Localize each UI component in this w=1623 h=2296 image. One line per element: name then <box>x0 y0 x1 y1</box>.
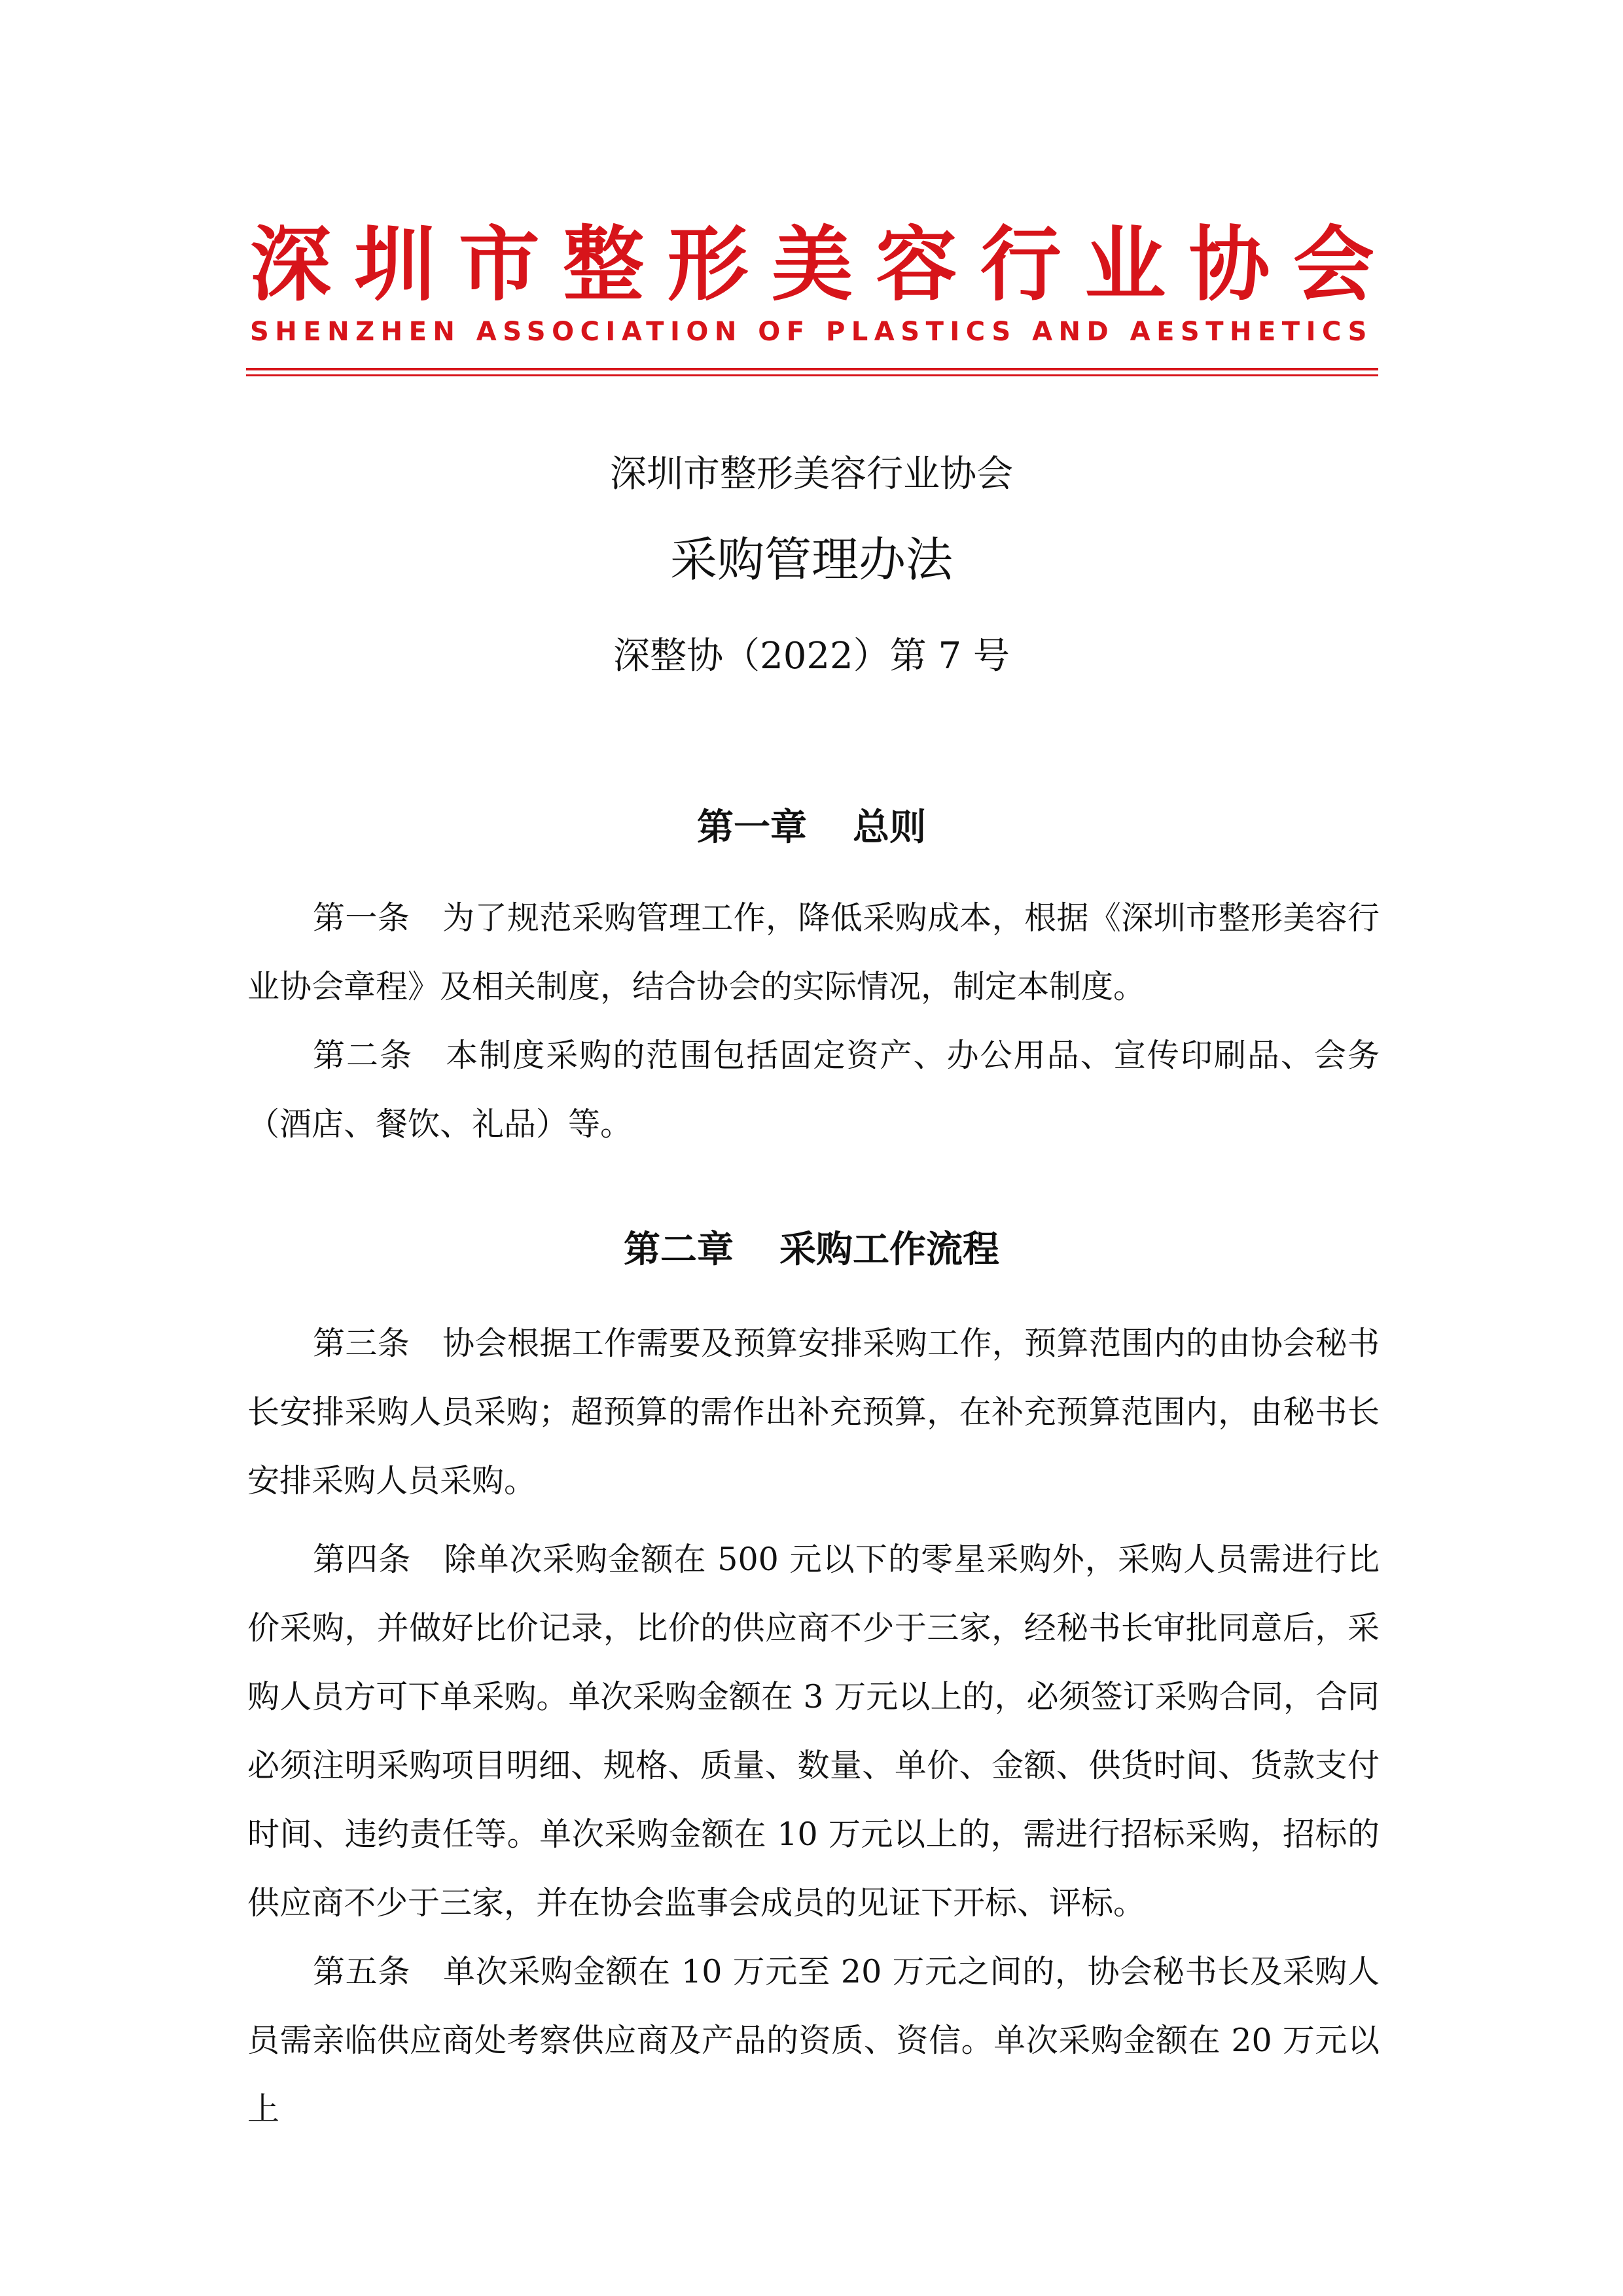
chapter-heading <box>0 1227 1623 1273</box>
letterhead-char: 深 <box>250 218 332 312</box>
chapter-heading <box>0 805 1623 851</box>
letterhead-char: 协 <box>1188 218 1270 312</box>
letterhead-char: 形 <box>667 218 749 312</box>
article-text: 为了规范采购管理工作，降低采购成本，根据《深圳市整形美容行业协会章程》及相关制度，结合协会的实际情况，制定本制度。 <box>247 899 1380 1005</box>
chapter-number: 第一章 <box>697 806 807 849</box>
chapter-name: 采购工作流程 <box>779 1229 999 1271</box>
document-title: 采购管理办法 <box>669 532 953 587</box>
letterhead-char: 行 <box>980 218 1061 312</box>
article-label: 第一条 <box>313 899 410 937</box>
article-paragraph <box>247 1021 1380 1158</box>
article-label: 第三条 <box>313 1325 410 1362</box>
article-text: 除单次采购金额在 500 元以下的零星采购外，采购人员需进行比价采购，并做好比价记录，比价的供应商不少于三家，经秘书长审批同意后，采购人员方可下单采购。单次采购金额在 3 万元以上的，必须签订采购合同，合同必须注明采购项目明细、规格、质量、数量、单价、金额、供货时间、货款支付时间、违约责任等。单次采购金额在 10 万元以上的，需进行招标采购，招标的供应商不少于三家，并在协会监事会成员的见证下开标、评标。 <box>247 1541 1380 1922</box>
chapter-name: 总则 <box>853 806 926 849</box>
org-name: 深圳市整形美容行业协会 <box>610 453 1013 495</box>
letterhead-rule <box>246 368 1378 370</box>
article-text: 本制度采购的范围包括固定资产、办公用品、宣传印刷品、会务（酒店、餐饮、礼品）等。 <box>247 1037 1380 1143</box>
article-text: 单次采购金额在 10 万元至 20 万元之间的，协会秘书长及采购人员需亲临供应商处考察供应商及产品的资质、资信。单次采购金额在 20 万元以上 <box>247 1953 1380 2128</box>
article-label: 第四条 <box>313 1541 412 1578</box>
letterhead-char: 整 <box>563 218 645 312</box>
article-paragraph <box>247 1525 1380 1937</box>
letterhead-char: 市 <box>458 218 540 312</box>
article-label: 第五条 <box>313 1953 411 1990</box>
letterhead-rule-thin <box>246 374 1378 376</box>
chapter-number: 第二章 <box>624 1229 734 1271</box>
letterhead-char: 会 <box>1293 218 1374 312</box>
letterhead-char: 美 <box>771 218 853 312</box>
letterhead-char: 容 <box>876 218 957 312</box>
letterhead-logo <box>246 216 1378 376</box>
document-number: 深整协（2022）第 7 号 <box>613 635 1010 677</box>
article-text: 协会根据工作需要及预算安排采购工作，预算范围内的由协会秘书长安排采购人员采购；超预算的需作出补充预算，在补充预算范围内，由秘书长安排采购人员采购。 <box>247 1325 1380 1499</box>
letterhead-char: 圳 <box>354 218 436 312</box>
letterhead-title <box>246 216 1378 314</box>
letterhead-char: 业 <box>1084 218 1166 312</box>
article-paragraph <box>247 1309 1380 1515</box>
article-paragraph <box>247 884 1380 1021</box>
letterhead-english: SHENZHEN ASSOCIATION OF PLASTICS AND AESTHETICS <box>250 317 1373 347</box>
article-paragraph <box>247 1937 1380 2144</box>
article-label: 第二条 <box>313 1037 414 1074</box>
